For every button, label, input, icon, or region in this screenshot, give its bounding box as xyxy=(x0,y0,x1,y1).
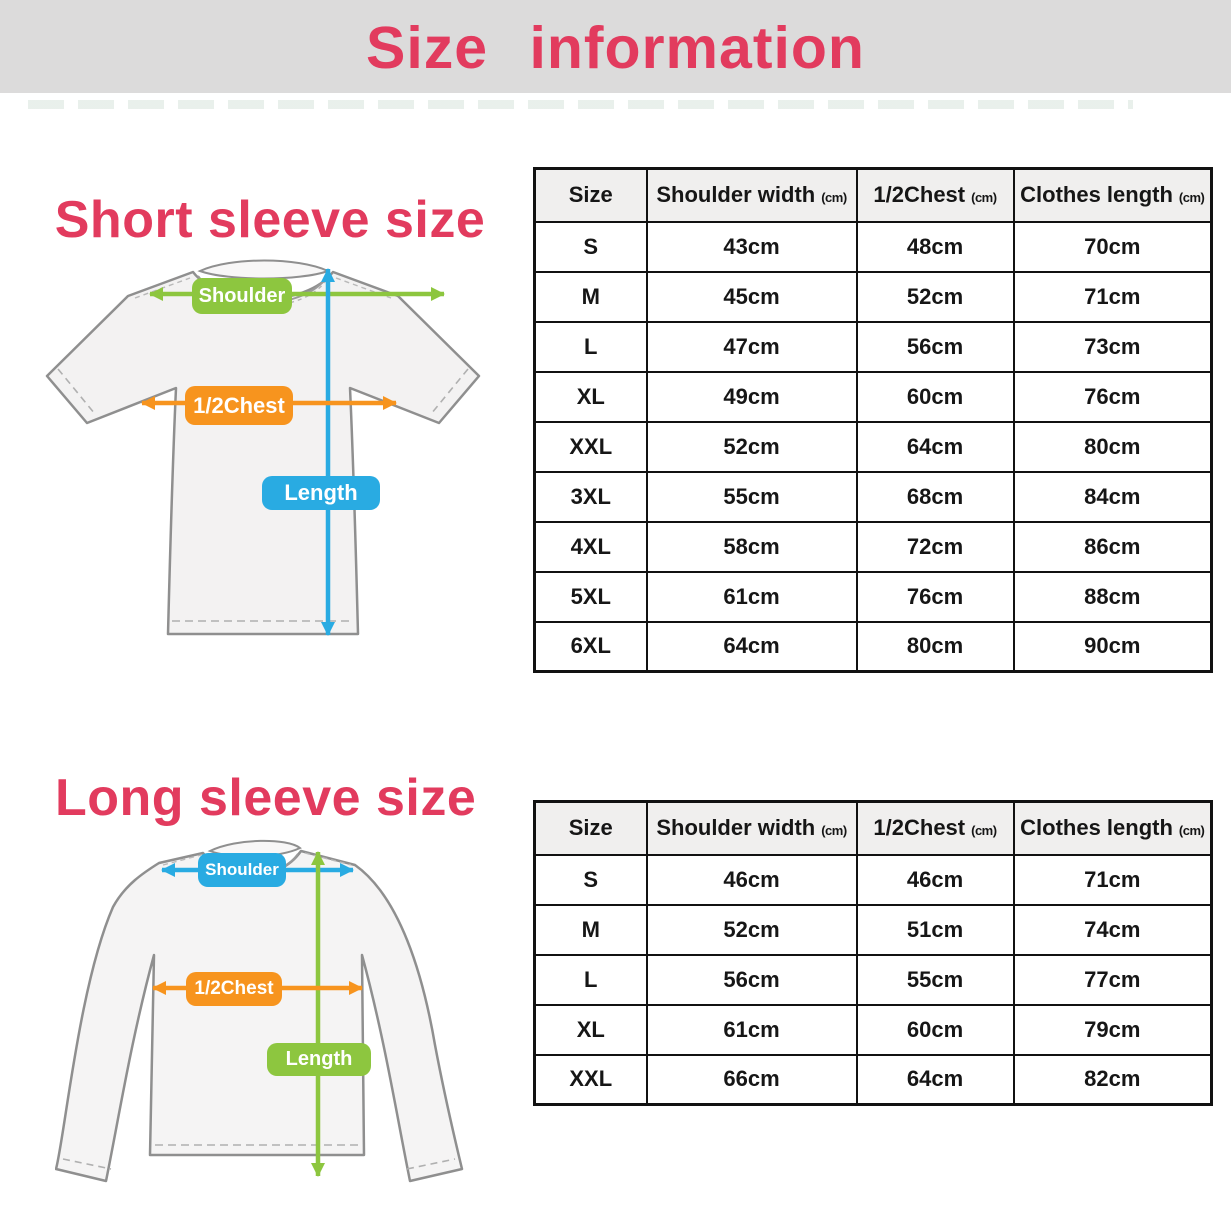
value-cell: 46cm xyxy=(647,855,857,905)
value-cell: 55cm xyxy=(857,955,1014,1005)
size-cell: 6XL xyxy=(535,622,647,672)
value-cell: 64cm xyxy=(857,1055,1014,1105)
table-row xyxy=(535,422,1212,472)
value-cell: 48cm xyxy=(857,222,1014,272)
size-cell: L xyxy=(535,955,647,1005)
size-cell: S xyxy=(535,222,647,272)
table-row xyxy=(535,372,1212,422)
value-cell: 61cm xyxy=(647,572,857,622)
value-cell: 86cm xyxy=(1014,522,1212,572)
long-sleeve-table xyxy=(533,800,1213,1106)
value-cell: 60cm xyxy=(857,372,1014,422)
long-sleeve-heading: Long sleeve size xyxy=(55,769,477,827)
value-cell: 66cm xyxy=(647,1055,857,1105)
length-badge xyxy=(267,1043,371,1076)
value-cell: 74cm xyxy=(1014,905,1212,955)
shoulder-badge xyxy=(192,278,292,314)
header-row xyxy=(535,169,1212,222)
short-sleeve-shirt-diagram xyxy=(38,256,490,660)
table-row xyxy=(535,272,1212,322)
value-cell: 56cm xyxy=(647,955,857,1005)
back-collar xyxy=(200,261,328,279)
size-cell: XXL xyxy=(535,1055,647,1105)
value-cell: 45cm xyxy=(647,272,857,322)
size-cell: XL xyxy=(535,1005,647,1055)
tshirt-outline xyxy=(47,272,479,634)
size-cell: XL xyxy=(535,372,647,422)
value-cell: 79cm xyxy=(1014,1005,1212,1055)
value-cell: 56cm xyxy=(857,322,1014,372)
value-cell: 55cm xyxy=(647,472,857,522)
half-chest-badge xyxy=(186,972,282,1006)
short-sleeve-table xyxy=(533,167,1213,673)
size-cell: L xyxy=(535,322,647,372)
column-header: Size xyxy=(535,169,647,222)
shoulder-badge-label: Shoulder xyxy=(198,284,286,307)
size-cell: XXL xyxy=(535,422,647,472)
value-cell: 73cm xyxy=(1014,322,1212,372)
value-cell: 52cm xyxy=(647,905,857,955)
value-cell: 60cm xyxy=(857,1005,1014,1055)
value-cell: 43cm xyxy=(647,222,857,272)
table-row xyxy=(535,1005,1212,1055)
half-chest-badge-label: 1/2Chest xyxy=(194,978,274,999)
value-cell: 64cm xyxy=(647,622,857,672)
table-row xyxy=(535,905,1212,955)
value-cell: 47cm xyxy=(647,322,857,372)
table-row xyxy=(535,622,1212,672)
value-cell: 70cm xyxy=(1014,222,1212,272)
value-cell: 71cm xyxy=(1014,272,1212,322)
table-row xyxy=(535,955,1212,1005)
header-row xyxy=(535,802,1212,855)
size-cell: S xyxy=(535,855,647,905)
size-cell: M xyxy=(535,272,647,322)
length-badge-label: Length xyxy=(284,480,358,505)
length-badge xyxy=(262,476,380,510)
page-title: Size information xyxy=(366,15,865,81)
value-cell: 52cm xyxy=(857,272,1014,322)
size-cell: 4XL xyxy=(535,522,647,572)
column-header: Shoulder width (cm) xyxy=(647,169,857,222)
table-row xyxy=(535,1055,1212,1105)
value-cell: 76cm xyxy=(1014,372,1212,422)
column-header: 1/2Chest (cm) xyxy=(857,802,1014,855)
size-cell: 3XL xyxy=(535,472,647,522)
half-chest-badge xyxy=(185,386,293,425)
value-cell: 76cm xyxy=(857,572,1014,622)
table-row xyxy=(535,322,1212,372)
value-cell: 80cm xyxy=(1014,422,1212,472)
decor-dashed-line xyxy=(28,100,1133,109)
half-chest-badge-label: 1/2Chest xyxy=(193,392,285,418)
size-cell: 5XL xyxy=(535,572,647,622)
value-cell: 58cm xyxy=(647,522,857,572)
table-row xyxy=(535,522,1212,572)
table-row xyxy=(535,472,1212,522)
value-cell: 49cm xyxy=(647,372,857,422)
value-cell: 90cm xyxy=(1014,622,1212,672)
title-band xyxy=(0,0,1231,93)
value-cell: 51cm xyxy=(857,905,1014,955)
shoulder-badge xyxy=(198,853,286,887)
table-row xyxy=(535,572,1212,622)
column-header: Size xyxy=(535,802,647,855)
value-cell: 80cm xyxy=(857,622,1014,672)
shirt-outline xyxy=(56,851,462,1181)
value-cell: 72cm xyxy=(857,522,1014,572)
value-cell: 88cm xyxy=(1014,572,1212,622)
value-cell: 46cm xyxy=(857,855,1014,905)
value-cell: 82cm xyxy=(1014,1055,1212,1105)
long-sleeve-shirt-diagram xyxy=(55,835,505,1215)
column-header: Clothes length (cm) xyxy=(1014,169,1212,222)
value-cell: 71cm xyxy=(1014,855,1212,905)
value-cell: 64cm xyxy=(857,422,1014,472)
value-cell: 52cm xyxy=(647,422,857,472)
shoulder-badge-label: Shoulder xyxy=(205,860,279,879)
short-sleeve-heading: Short sleeve size xyxy=(54,191,486,249)
value-cell: 68cm xyxy=(857,472,1014,522)
table-row xyxy=(535,855,1212,905)
column-header: Clothes length (cm) xyxy=(1014,802,1212,855)
value-cell: 84cm xyxy=(1014,472,1212,522)
length-badge-label: Length xyxy=(285,1048,353,1070)
table-row xyxy=(535,222,1212,272)
column-header: 1/2Chest (cm) xyxy=(857,169,1014,222)
column-header: Shoulder width (cm) xyxy=(647,802,857,855)
value-cell: 77cm xyxy=(1014,955,1212,1005)
size-cell: M xyxy=(535,905,647,955)
value-cell: 61cm xyxy=(647,1005,857,1055)
